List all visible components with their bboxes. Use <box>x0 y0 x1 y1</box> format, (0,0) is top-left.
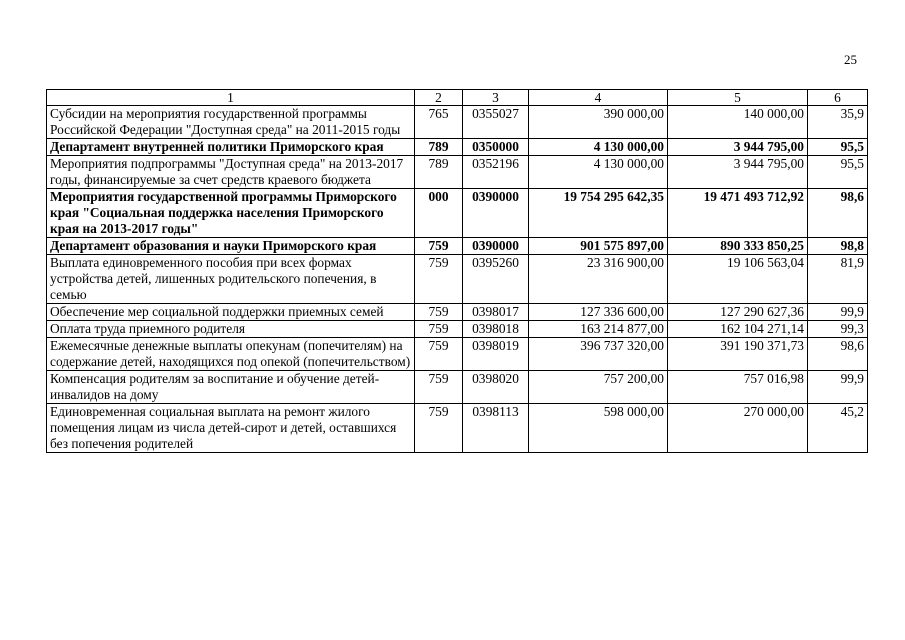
row-plan-amount: 163 214 877,00 <box>529 321 668 338</box>
row-percent: 98,6 <box>808 338 868 371</box>
table-row <box>47 371 868 404</box>
table-row <box>47 304 868 321</box>
table-row <box>47 404 868 453</box>
row-dept-code: 759 <box>415 238 463 255</box>
row-actual-amount: 890 333 850,25 <box>668 238 808 255</box>
row-percent: 98,8 <box>808 238 868 255</box>
row-actual-amount: 757 016,98 <box>668 371 808 404</box>
row-target-code: 0398018 <box>463 321 529 338</box>
column-header: 4 <box>529 90 668 106</box>
row-percent: 45,2 <box>808 404 868 453</box>
row-name: Выплата единовременного пособия при всех формах устройства детей, лишенных родительского попечения, в семью <box>47 255 415 304</box>
row-name: Субсидии на мероприятия государственной программы Российской Федерации "Доступная среда" на 2011-2015 годы <box>47 106 415 139</box>
row-plan-amount: 127 336 600,00 <box>529 304 668 321</box>
row-plan-amount: 23 316 900,00 <box>529 255 668 304</box>
table-row <box>47 238 868 255</box>
table-row <box>47 156 868 189</box>
column-header: 1 <box>47 90 415 106</box>
row-actual-amount: 19 471 493 712,92 <box>668 189 808 238</box>
row-dept-code: 759 <box>415 255 463 304</box>
page-number: 25 <box>844 52 857 67</box>
row-dept-code: 789 <box>415 139 463 156</box>
row-name: Единовременная социальная выплата на ремонт жилого помещения лицам из числа детей-сирот и детей, оставшихся без попечения родителей <box>47 404 415 453</box>
row-target-code: 0398113 <box>463 404 529 453</box>
row-percent: 98,6 <box>808 189 868 238</box>
row-percent: 81,9 <box>808 255 868 304</box>
row-actual-amount: 19 106 563,04 <box>668 255 808 304</box>
row-dept-code: 000 <box>415 189 463 238</box>
column-header: 5 <box>668 90 808 106</box>
row-actual-amount: 162 104 271,14 <box>668 321 808 338</box>
row-target-code: 0390000 <box>463 238 529 255</box>
row-dept-code: 759 <box>415 321 463 338</box>
row-target-code: 0355027 <box>463 106 529 139</box>
row-name: Обеспечение мер социальной поддержки приемных семей <box>47 304 415 321</box>
row-name: Компенсация родителям за воспитание и обучение детей-инвалидов на дому <box>47 371 415 404</box>
row-dept-code: 789 <box>415 156 463 189</box>
row-target-code: 0350000 <box>463 139 529 156</box>
table-row <box>47 189 868 238</box>
row-percent: 35,9 <box>808 106 868 139</box>
row-name: Департамент внутренней политики Приморского края <box>47 139 415 156</box>
row-name: Мероприятия подпрограммы "Доступная среда" на 2013-2017 годы, финансируемые за счет средств краевого бюджета <box>47 156 415 189</box>
row-actual-amount: 270 000,00 <box>668 404 808 453</box>
row-dept-code: 759 <box>415 404 463 453</box>
row-target-code: 0398020 <box>463 371 529 404</box>
row-target-code: 0390000 <box>463 189 529 238</box>
row-plan-amount: 396 737 320,00 <box>529 338 668 371</box>
row-percent: 95,5 <box>808 156 868 189</box>
row-plan-amount: 901 575 897,00 <box>529 238 668 255</box>
row-actual-amount: 140 000,00 <box>668 106 808 139</box>
row-name: Мероприятия государственной программы Приморского края "Социальная поддержка населения Приморского края на 2013-2017 годы" <box>47 189 415 238</box>
row-plan-amount: 390 000,00 <box>529 106 668 139</box>
row-actual-amount: 127 290 627,36 <box>668 304 808 321</box>
row-name: Департамент образования и науки Приморского края <box>47 238 415 255</box>
column-header: 6 <box>808 90 868 106</box>
table-row <box>47 106 868 139</box>
table-row <box>47 321 868 338</box>
row-target-code: 0398017 <box>463 304 529 321</box>
row-percent: 99,9 <box>808 304 868 321</box>
row-percent: 99,9 <box>808 371 868 404</box>
budget-table <box>46 89 868 453</box>
row-plan-amount: 757 200,00 <box>529 371 668 404</box>
table-row <box>47 255 868 304</box>
row-target-code: 0398019 <box>463 338 529 371</box>
row-target-code: 0395260 <box>463 255 529 304</box>
row-percent: 95,5 <box>808 139 868 156</box>
row-dept-code: 765 <box>415 106 463 139</box>
row-actual-amount: 3 944 795,00 <box>668 156 808 189</box>
row-actual-amount: 3 944 795,00 <box>668 139 808 156</box>
row-actual-amount: 391 190 371,73 <box>668 338 808 371</box>
row-plan-amount: 4 130 000,00 <box>529 156 668 189</box>
table-row <box>47 338 868 371</box>
table-header-row <box>47 90 868 106</box>
row-name: Оплата труда приемного родителя <box>47 321 415 338</box>
column-header: 2 <box>415 90 463 106</box>
row-name: Ежемесячные денежные выплаты опекунам (попечителям) на содержание детей, находящихся под опекой (попечительством) <box>47 338 415 371</box>
row-dept-code: 759 <box>415 371 463 404</box>
row-dept-code: 759 <box>415 338 463 371</box>
table-row <box>47 139 868 156</box>
row-plan-amount: 4 130 000,00 <box>529 139 668 156</box>
column-header: 3 <box>463 90 529 106</box>
row-plan-amount: 19 754 295 642,35 <box>529 189 668 238</box>
row-dept-code: 759 <box>415 304 463 321</box>
row-plan-amount: 598 000,00 <box>529 404 668 453</box>
row-percent: 99,3 <box>808 321 868 338</box>
row-target-code: 0352196 <box>463 156 529 189</box>
